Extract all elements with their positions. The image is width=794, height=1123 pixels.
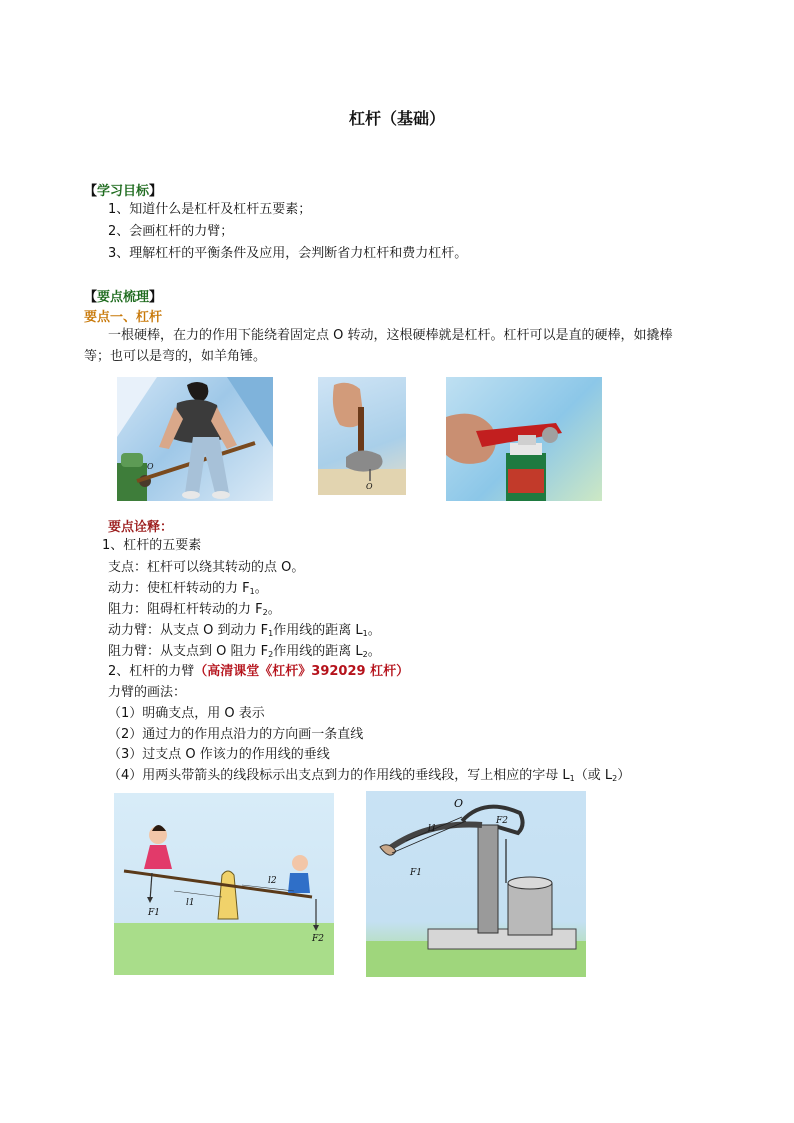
intro-line-2: 等；也可以是弯的，如羊角锤。: [84, 349, 267, 364]
hammer-photo: [318, 377, 406, 495]
page-title: 杠杆（基础）: [348, 109, 445, 128]
keypoints-heading: 【要点梳理】: [84, 290, 163, 305]
seesaw-f1-label: F1: [148, 908, 160, 918]
bottle-opener-photo: [446, 377, 602, 501]
fulcrum-line: 支点：杠杆可以绕其转动的点 O。: [108, 560, 305, 575]
resist-text: 阻力：阻碍杠杆转动的力 F: [108, 602, 263, 617]
effort-text: 动力：使杠杆转动的力 F: [108, 581, 250, 596]
method-title: 力臂的画法：: [108, 685, 187, 700]
effort-sub: 1: [249, 587, 255, 596]
rarm-mid: 作用线的距离 L: [273, 644, 363, 659]
earm-text: 动力臂：从支点 O 到动力 F: [108, 623, 269, 638]
section1-title: 1、杠杆的五要素: [102, 538, 202, 553]
resist-sub: 2: [262, 608, 268, 617]
intro-line-1: 一根硬棒，在力的作用下能绕着固定点 O 转动，这根硬棒就是杠杆。杠杆可以是直的硬棒，如撬棒: [108, 328, 673, 343]
resist-end: 。: [267, 602, 281, 617]
objective-item-3: 3、理解杠杆的平衡条件及应用，会判断省力杠杆和费力杠杆。: [108, 246, 468, 261]
section2-title: 2、杠杆的力臂: [108, 664, 195, 679]
step4-sub2: 2: [612, 774, 618, 783]
crowbar-photo: [117, 377, 273, 501]
rarm-sub: 2: [268, 650, 274, 659]
pump-f1-label: F1: [410, 868, 422, 878]
pump-illustration: [366, 791, 586, 977]
objectives-heading-text: 学习目标: [97, 184, 150, 199]
seesaw-illustration: [114, 793, 334, 975]
rarm-text: 阻力臂：从支点到 O 阻力 F: [108, 644, 269, 659]
objective-item-1: 1、知道什么是杠杆及杠杆五要素；: [108, 202, 312, 217]
pump-o-label: O: [454, 797, 464, 810]
hammer-o-label: O: [366, 482, 373, 491]
earm-sub2: 1: [362, 629, 368, 638]
step4-mid: （或 L: [574, 768, 613, 783]
point1-title: 要点一、杠杆: [84, 310, 163, 325]
rarm-sub2: 2: [362, 650, 368, 659]
pump-f2-label: F2: [496, 816, 508, 826]
objectives-heading: 【学习目标】: [84, 184, 163, 199]
step4-sub1: 1: [569, 774, 575, 783]
step4-text: （4）用两头带箭头的线段标示出支点到力的作用线的垂线段，写上相应的字母 L: [108, 768, 570, 783]
objective-item-2: 2、会画杠杆的力臂；: [108, 224, 234, 239]
pump-l1-label: l1: [428, 824, 437, 834]
method-step-2: （2）通过力的作用点沿力的方向画一条直线: [108, 727, 364, 742]
method-step-4: [108, 765, 630, 790]
seesaw-l1-label: l1: [186, 898, 195, 908]
earm-sub: 1: [268, 629, 274, 638]
section2-title-line: [108, 661, 409, 683]
seesaw-f2-label: F2: [312, 934, 324, 944]
step4-end: ）: [617, 768, 631, 783]
method-step-3: （3）过支点 O 作该力的作用线的垂线: [108, 747, 330, 762]
explain-heading: 要点诠释：: [108, 520, 174, 535]
earm-mid: 作用线的距离 L: [273, 623, 363, 638]
crowbar-o-label: O: [147, 462, 154, 471]
earm-end: 。: [367, 623, 381, 638]
seesaw-l2-label: l2: [268, 876, 277, 886]
method-step-1: （1）明确支点，用 O 表示: [108, 706, 265, 721]
section2-reference: （高清课堂《杠杆》392029 杠杆）: [194, 664, 410, 679]
rarm-end: 。: [367, 644, 381, 659]
effort-end: 。: [254, 581, 268, 596]
keypoints-heading-text: 要点梳理: [97, 290, 150, 305]
